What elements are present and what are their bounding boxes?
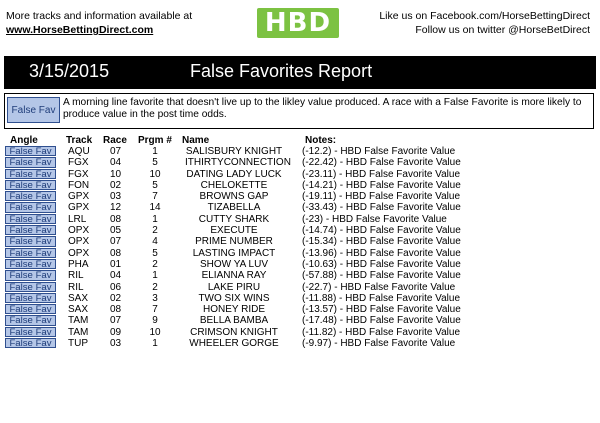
horse-name-cell: TIZABELLA bbox=[207, 202, 261, 214]
table-row bbox=[0, 157, 600, 168]
notes-cell: (-10.63) - HBD False Favorite Value bbox=[302, 258, 461, 270]
table-row bbox=[0, 248, 600, 259]
notes-cell: (-15.34) - HBD False Favorite Value bbox=[302, 236, 461, 248]
angle-badge: False Fav bbox=[5, 293, 56, 303]
race-cell: 07 bbox=[110, 315, 122, 327]
results-table bbox=[0, 146, 600, 349]
race-cell: 02 bbox=[110, 179, 122, 191]
notes-cell: (-19.11) - HBD False Favorite Value bbox=[302, 191, 461, 203]
race-cell: 07 bbox=[110, 146, 122, 157]
track-cell: FGX bbox=[68, 168, 89, 180]
table-row bbox=[0, 225, 600, 236]
table-row bbox=[0, 214, 600, 225]
horse-name-cell: DATING LADY LUCK bbox=[186, 168, 282, 180]
race-cell: 03 bbox=[110, 338, 122, 350]
angle-badge: False Fav bbox=[5, 225, 56, 235]
angle-badge: False Fav bbox=[5, 270, 56, 280]
notes-cell: (-33.43) - HBD False Favorite Value bbox=[302, 202, 461, 214]
prgm-cell: 5 bbox=[152, 157, 158, 169]
angle-badge: False Fav bbox=[5, 304, 56, 314]
prgm-cell: 10 bbox=[149, 168, 161, 180]
race-cell: 09 bbox=[110, 326, 122, 338]
track-cell: OPX bbox=[68, 236, 90, 248]
prgm-cell: 7 bbox=[152, 304, 158, 316]
column-header-prgm: Prgm # bbox=[138, 135, 172, 146]
horse-name-cell: BROWNS GAP bbox=[199, 191, 269, 203]
horse-name-cell: LASTING IMPACT bbox=[192, 247, 276, 259]
horse-name-cell: SHOW YA LUV bbox=[200, 258, 268, 270]
table-row bbox=[0, 293, 600, 304]
prgm-cell: 2 bbox=[152, 281, 158, 293]
prgm-cell: 10 bbox=[149, 326, 161, 338]
track-cell: TUP bbox=[68, 338, 88, 350]
horse-name-cell: WHEELER GORGE bbox=[189, 338, 279, 350]
table-row bbox=[0, 202, 600, 213]
prgm-cell: 5 bbox=[152, 179, 158, 191]
horse-name-cell: BELLA BAMBA bbox=[199, 315, 269, 327]
track-cell: RIL bbox=[68, 281, 84, 293]
prgm-cell: 4 bbox=[152, 236, 158, 248]
race-cell: 08 bbox=[110, 213, 122, 225]
report-date: 3/15/2015 bbox=[29, 61, 110, 81]
track-cell: AQU bbox=[68, 146, 90, 157]
race-cell: 12 bbox=[110, 202, 122, 214]
track-cell: GPX bbox=[68, 202, 90, 214]
race-cell: 04 bbox=[110, 157, 122, 169]
notes-cell: (-22.42) - HBD False Favorite Value bbox=[302, 157, 461, 169]
notes-cell: (-14.74) - HBD False Favorite Value bbox=[302, 225, 461, 237]
horse-name-cell: SALISBURY KNIGHT bbox=[185, 146, 283, 157]
prgm-cell: 2 bbox=[152, 258, 158, 270]
table-row bbox=[0, 169, 600, 180]
angle-badge: False Fav bbox=[5, 157, 56, 167]
notes-cell: (-9.97) - HBD False Favorite Value bbox=[302, 338, 456, 350]
prgm-cell: 2 bbox=[152, 225, 158, 237]
table-row bbox=[0, 270, 600, 281]
table-row bbox=[0, 191, 600, 202]
race-cell: 01 bbox=[110, 258, 122, 270]
report-title: False Favorites Report bbox=[190, 61, 373, 81]
track-cell: OPX bbox=[68, 225, 90, 237]
legend-description: A morning line favorite that doesn't live up to the likley value produced. A race with a False Favorite is more likely to produce value in the post time odds. bbox=[63, 97, 582, 120]
prgm-cell: 3 bbox=[152, 292, 158, 304]
column-header-name: Name bbox=[182, 135, 210, 146]
angle-badge: False Fav bbox=[5, 282, 56, 292]
track-cell: TAM bbox=[68, 326, 89, 338]
report-title-bar bbox=[4, 56, 596, 89]
notes-cell: (-14.21) - HBD False Favorite Value bbox=[302, 179, 461, 191]
horse-name-cell: EXECUTE bbox=[210, 225, 258, 237]
track-cell: LRL bbox=[68, 213, 87, 225]
track-cell: SAX bbox=[68, 304, 89, 316]
horse-name-cell: CHELOKETTE bbox=[200, 179, 268, 191]
angle-badge: False Fav bbox=[5, 236, 56, 246]
column-header-notes: Notes: bbox=[305, 135, 337, 146]
prgm-cell: 5 bbox=[152, 247, 158, 259]
notes-cell: (-11.82) - HBD False Favorite Value bbox=[302, 326, 461, 338]
angle-badge: False Fav bbox=[5, 146, 56, 156]
table-row bbox=[0, 146, 600, 157]
table-row bbox=[0, 304, 600, 315]
angle-badge: False Fav bbox=[5, 169, 56, 179]
legend-badge: False Fav bbox=[7, 97, 60, 123]
notes-cell: (-13.57) - HBD False Favorite Value bbox=[302, 304, 461, 316]
table-row bbox=[0, 236, 600, 247]
track-cell: SAX bbox=[68, 292, 89, 304]
prgm-cell: 14 bbox=[149, 202, 161, 214]
angle-badge: False Fav bbox=[5, 259, 56, 269]
prgm-cell: 1 bbox=[152, 213, 158, 225]
angle-badge: False Fav bbox=[5, 202, 56, 212]
legend-box bbox=[4, 93, 594, 129]
angle-badge: False Fav bbox=[5, 191, 56, 201]
angle-badge: False Fav bbox=[5, 214, 56, 224]
table-row bbox=[0, 338, 600, 349]
notes-cell: (-17.48) - HBD False Favorite Value bbox=[302, 315, 461, 327]
angle-badge: False Fav bbox=[5, 248, 56, 258]
notes-cell: (-11.88) - HBD False Favorite Value bbox=[302, 292, 461, 304]
notes-cell: (-23.11) - HBD False Favorite Value bbox=[302, 168, 461, 180]
horse-name-cell: TWO SIX WINS bbox=[198, 292, 270, 304]
horse-name-cell: LAKE PIRU bbox=[207, 281, 261, 293]
horse-name-cell: CUTTY SHARK bbox=[198, 213, 270, 225]
race-cell: 10 bbox=[110, 168, 122, 180]
race-cell: 08 bbox=[110, 304, 122, 316]
race-cell: 05 bbox=[110, 225, 122, 237]
race-cell: 02 bbox=[110, 292, 122, 304]
track-cell: OPX bbox=[68, 247, 90, 259]
column-header-angle: Angle bbox=[10, 135, 38, 146]
angle-badge: False Fav bbox=[5, 338, 56, 348]
facebook-text: Like us on Facebook.com/HorseBettingDirect bbox=[379, 10, 590, 22]
race-cell: 08 bbox=[110, 247, 122, 259]
table-row bbox=[0, 282, 600, 293]
horse-name-cell: ELIANNA RAY bbox=[201, 270, 267, 282]
race-cell: 07 bbox=[110, 236, 122, 248]
header-left bbox=[6, 9, 192, 37]
prgm-cell: 1 bbox=[152, 146, 158, 157]
table-row bbox=[0, 259, 600, 270]
prgm-cell: 1 bbox=[152, 270, 158, 282]
track-cell: PHA bbox=[68, 258, 89, 270]
track-cell: TAM bbox=[68, 315, 89, 327]
prgm-cell: 1 bbox=[152, 338, 158, 350]
hbd-logo: HBD bbox=[257, 8, 339, 38]
angle-badge: False Fav bbox=[5, 315, 56, 325]
tracks-info-text: More tracks and information available at bbox=[6, 10, 193, 22]
race-cell: 03 bbox=[110, 191, 122, 203]
notes-cell: (-23) - HBD False Favorite Value bbox=[302, 213, 447, 225]
table-row bbox=[0, 180, 600, 191]
page-header bbox=[0, 0, 600, 46]
notes-cell: (-57.88) - HBD False Favorite Value bbox=[302, 270, 461, 282]
notes-cell: (-13.96) - HBD False Favorite Value bbox=[302, 247, 461, 259]
table-row bbox=[0, 327, 600, 338]
twitter-text: Follow us on twitter @HorseBetDirect bbox=[415, 24, 590, 36]
track-cell: FGX bbox=[68, 157, 89, 169]
prgm-cell: 9 bbox=[152, 315, 158, 327]
column-header-race: Race bbox=[103, 135, 127, 146]
notes-cell: (-12.2) - HBD False Favorite Value bbox=[302, 146, 456, 157]
table-row bbox=[0, 315, 600, 326]
prgm-cell: 7 bbox=[152, 191, 158, 203]
race-cell: 06 bbox=[110, 281, 122, 293]
notes-cell: (-22.7) - HBD False Favorite Value bbox=[302, 281, 456, 293]
race-cell: 04 bbox=[110, 270, 122, 282]
horse-name-cell: PRIME NUMBER bbox=[195, 236, 273, 248]
horse-name-cell: CRIMSON KNIGHT bbox=[190, 326, 278, 338]
column-header-track: Track bbox=[66, 135, 93, 146]
angle-badge: False Fav bbox=[5, 327, 56, 337]
track-cell: RIL bbox=[68, 270, 84, 282]
website-link[interactable]: www.HorseBettingDirect.com bbox=[6, 24, 154, 36]
horse-name-cell: ITHIRTYCONNECTION bbox=[185, 157, 291, 169]
header-right bbox=[379, 9, 590, 37]
track-cell: FON bbox=[68, 179, 90, 191]
track-cell: GPX bbox=[68, 191, 90, 203]
horse-name-cell: HONEY RIDE bbox=[202, 304, 266, 316]
angle-badge: False Fav bbox=[5, 180, 56, 190]
